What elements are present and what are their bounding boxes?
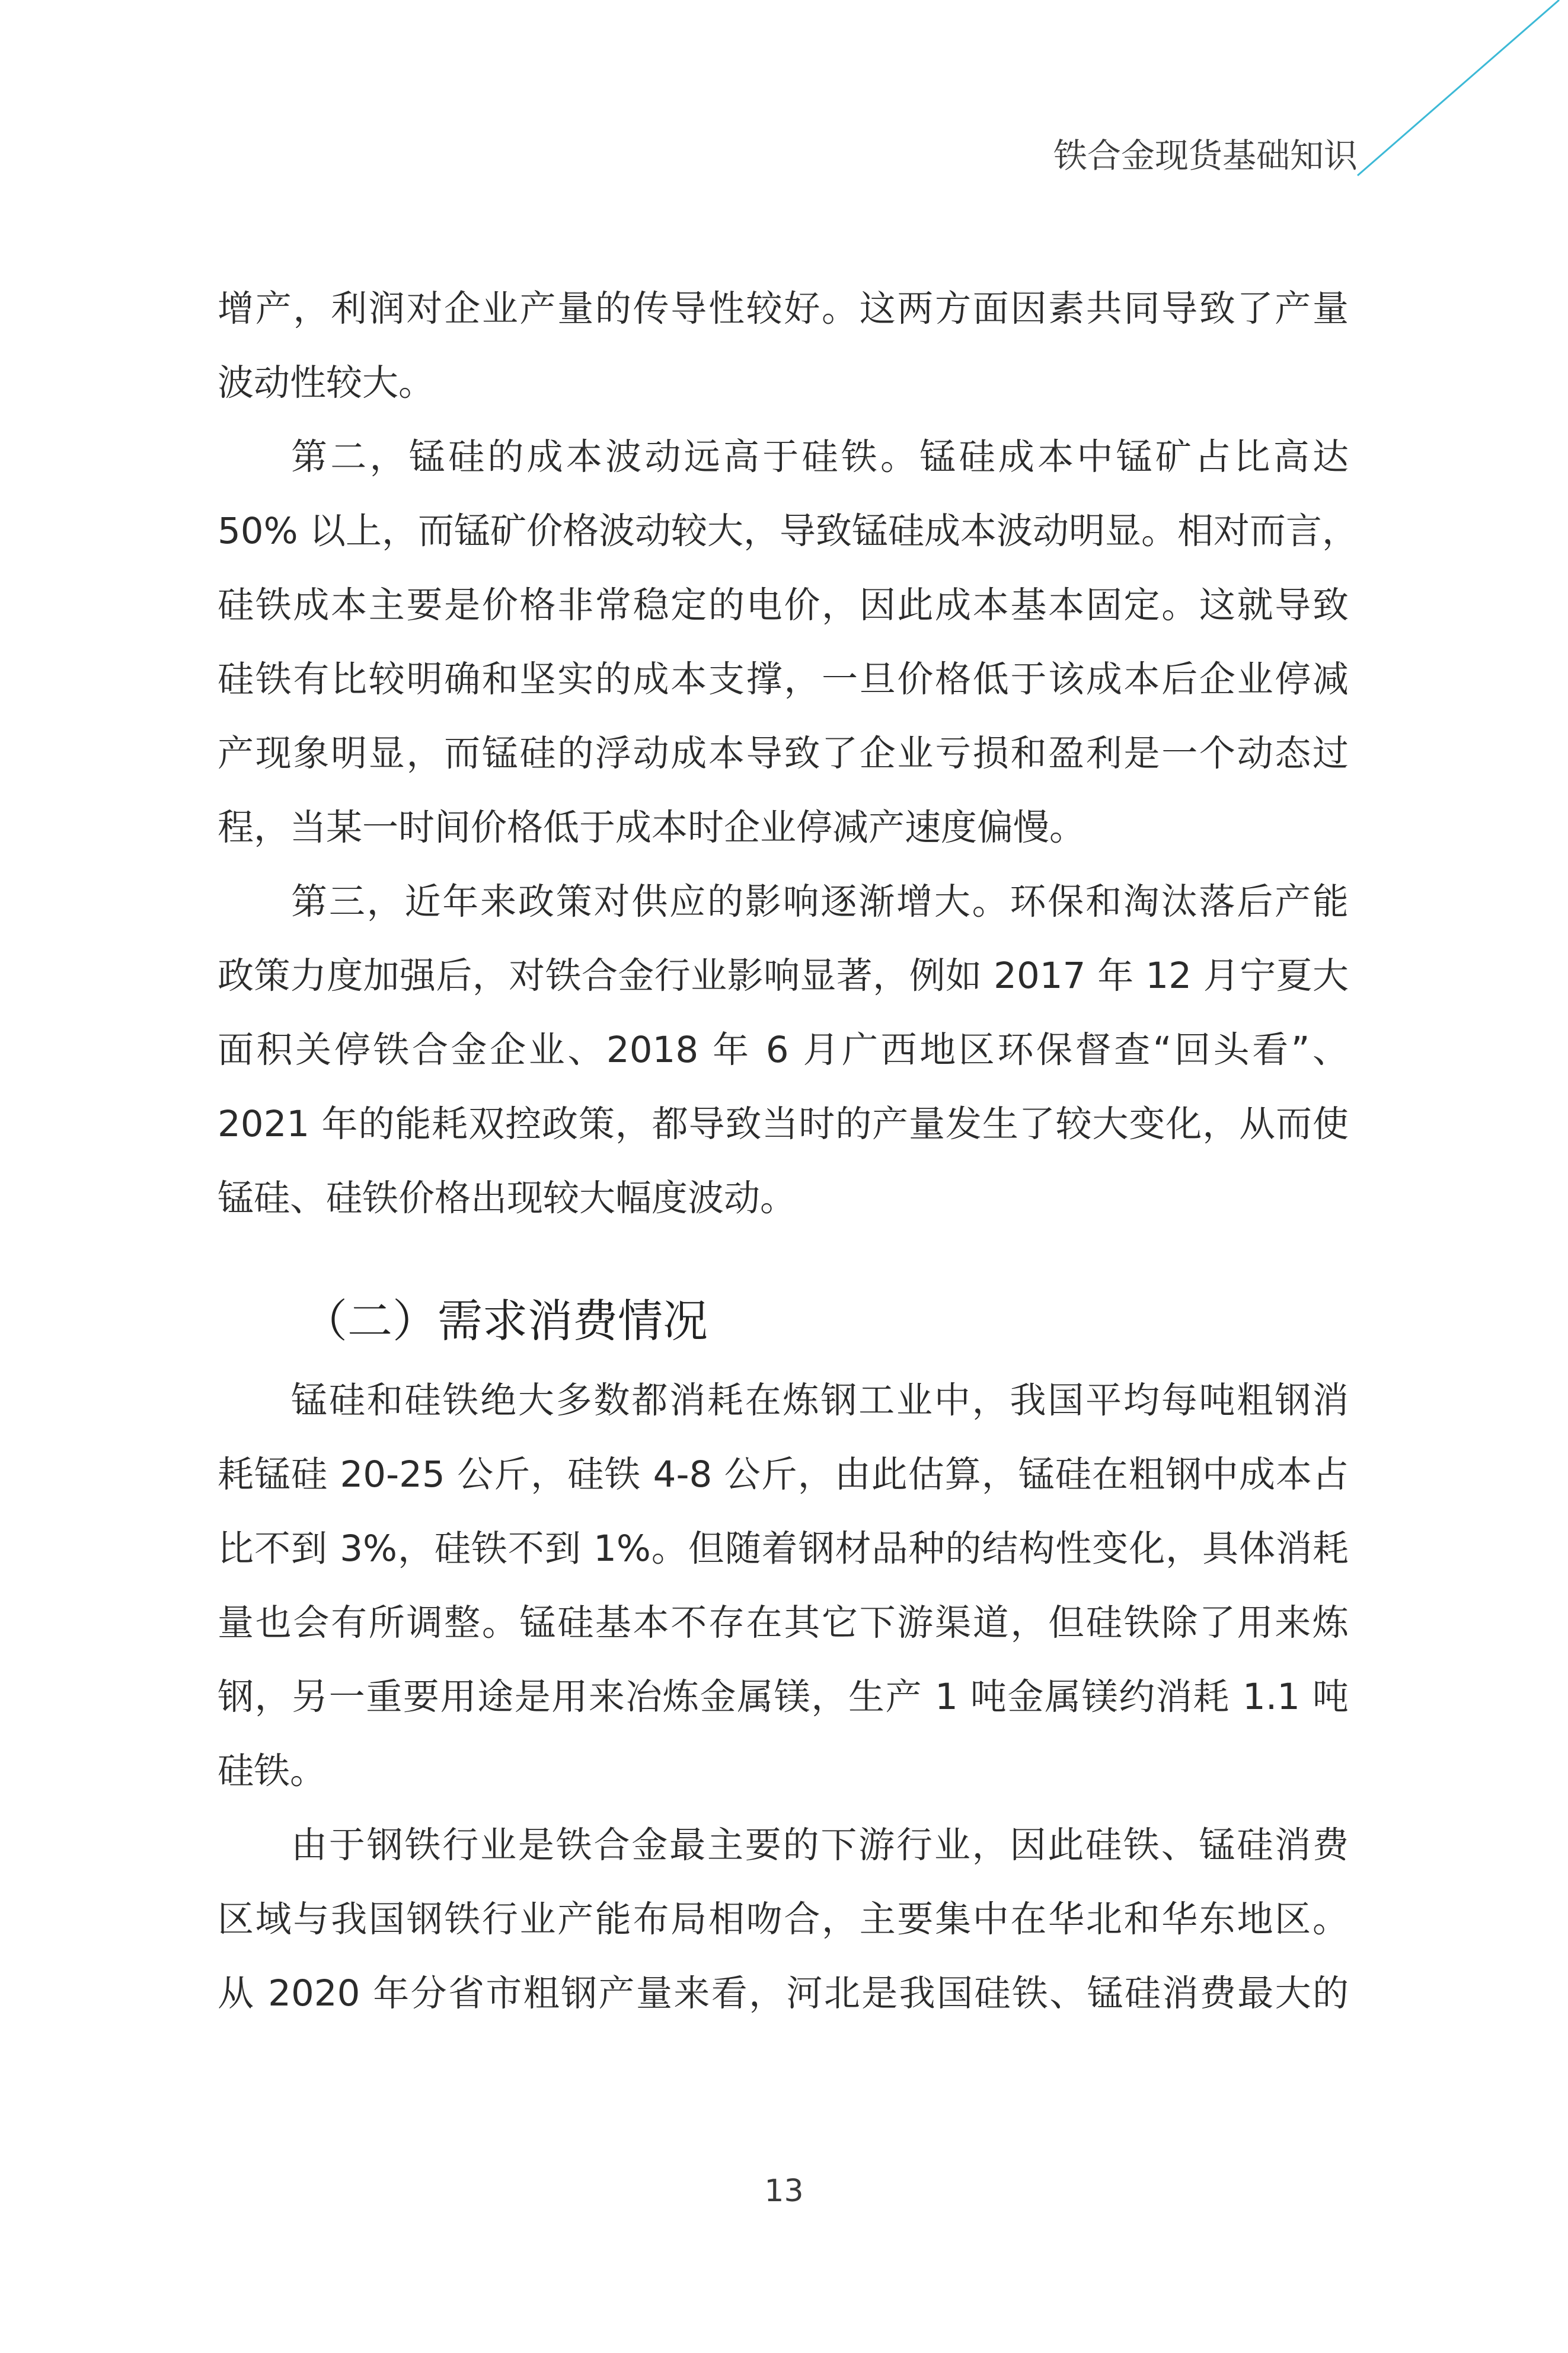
text-line: 波动性较大。	[218, 362, 435, 404]
text-line: 硅铁成本主要是价格非常稳定的电价，因此成本基本固定。这就导致	[218, 584, 1349, 626]
text-line: 产现象明显，而锰硅的浮动成本导致了企业亏损和盈利是一个动态过	[218, 732, 1349, 774]
text-line: 第三，近年来政策对供应的影响逐渐增大。环保和淘汰落后产能	[291, 881, 1349, 923]
text-line: 比不到 3%，硅铁不到 1%。但随着钢材品种的结构性变化，具体消耗	[218, 1528, 1349, 1570]
paragraph	[218, 272, 1349, 420]
text-line: 增产，利润对企业产量的传导性较好。这两方面因素共同导致了产量	[218, 288, 1349, 330]
text-line: 2021 年的能耗双控政策，都导致当时的产量发生了较大变化，从而使	[218, 1103, 1349, 1145]
text-line: 从 2020 年分省市粗钢产量来看，河北是我国硅铁、锰硅消费最大的	[218, 1972, 1349, 2014]
paragraph	[218, 1808, 1349, 2030]
text-line: 面积关停铁合金企业、2018 年 6 月广西地区环保督查“回头看”、	[218, 1029, 1349, 1071]
text-line: 耗锰硅 20-25 公斤，硅铁 4-8 公斤，由此估算，锰硅在粗钢中成本占	[218, 1453, 1349, 1496]
text-line: 区域与我国钢铁行业产能布局相吻合，主要集中在华北和华东地区。	[218, 1898, 1349, 1940]
text-line: 锰硅、硅铁价格出现较大幅度波动。	[218, 1177, 797, 1219]
paragraph	[218, 1363, 1349, 1808]
page-number: 13	[764, 2173, 804, 2209]
text-line: 程，当某一时间价格低于成本时企业停减产速度偏慢。	[218, 806, 1086, 849]
running-header-title: 铁合金现货基础知识	[1053, 136, 1358, 176]
text-line: 钢，另一重要用途是用来冶炼金属镁，生产 1 吨金属镁约消耗 1.1 吨	[218, 1676, 1349, 1718]
paragraph	[218, 420, 1358, 865]
section-heading: （二）需求消费情况	[302, 1295, 708, 1347]
page-body	[218, 272, 1358, 2030]
text-line: 硅铁。	[218, 1750, 327, 1792]
text-line: 由于钢铁行业是铁合金最主要的下游行业，因此硅铁、锰硅消费	[291, 1824, 1349, 1866]
text-line: 政策力度加强后，对铁合金行业影响显著，例如 2017 年 12 月宁夏大	[218, 955, 1349, 997]
text-line: 50% 以上，而锰矿价格波动较大，导致锰硅成本波动明显。相对而言，	[218, 510, 1358, 552]
text-line: 第二，锰硅的成本波动远高于硅铁。锰硅成本中锰矿占比高达	[291, 436, 1349, 478]
paragraph	[218, 865, 1349, 1235]
text-line: 锰硅和硅铁绝大多数都消耗在炼钢工业中，我国平均每吨粗钢消	[291, 1379, 1349, 1421]
text-line: 硅铁有比较明确和坚实的成本支撑，一旦价格低于该成本后企业停减	[218, 658, 1349, 700]
text-line: 量也会有所调整。锰硅基本不存在其它下游渠道，但硅铁除了用来炼	[218, 1602, 1349, 1644]
